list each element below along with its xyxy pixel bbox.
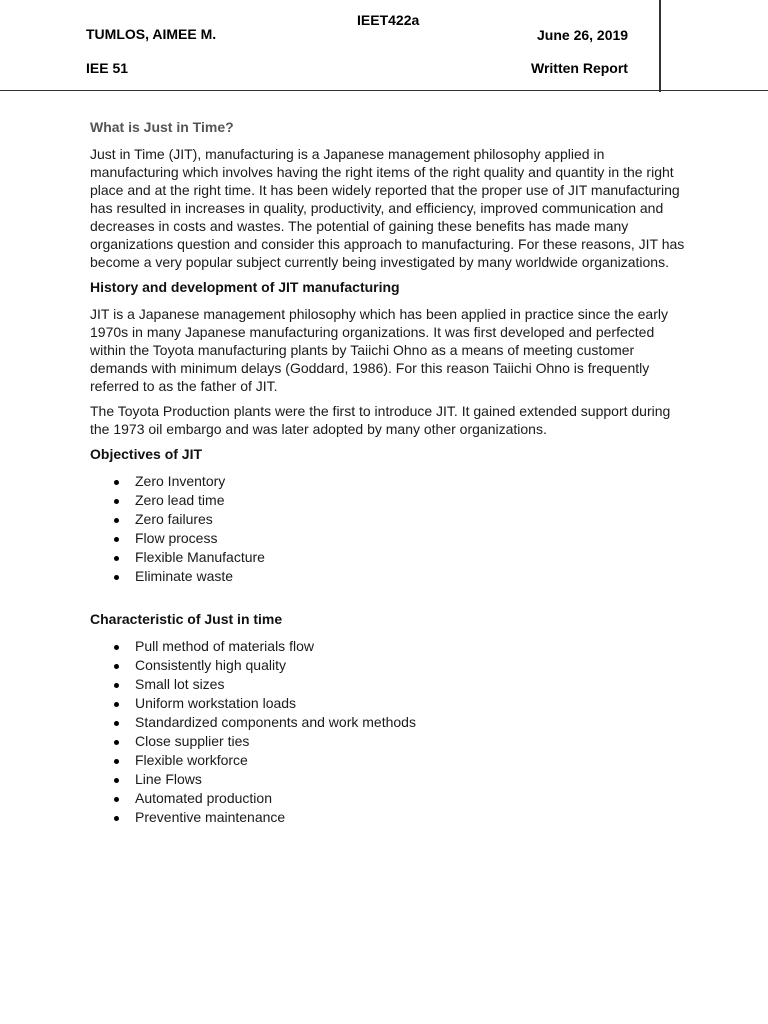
spacer (90, 586, 686, 610)
subject-code: IEE 51 (86, 60, 129, 76)
list-item: Zero failures (135, 510, 686, 529)
list-item: Zero lead time (135, 491, 686, 510)
section-heading-history: History and development of JIT manufacturing (90, 279, 400, 295)
report-date: June 26, 2019 (537, 27, 629, 43)
course-code: IEET422a (357, 12, 420, 28)
list-item: Automated production (135, 789, 686, 808)
list-item: Close supplier ties (135, 732, 686, 751)
paragraph-history-1: JIT is a Japanese management philosophy which has been applied in practice since the early 1970s in many Japanese manufacturing organizations. It was first developed and perfected within the Toyota manufacturing plants by Taiichi Ohno as a means of meeting customer demands with minimum delays (Goddard, 1986). For this reason Taiichi Ohno is frequently referred to as the father of JIT. (90, 306, 668, 394)
list-item: Consistently high quality (135, 656, 686, 675)
list-item: Preventive maintenance (135, 808, 686, 827)
section-heading-what-is-jit: What is Just in Time? (90, 119, 234, 135)
document-body (90, 118, 686, 827)
list-item: Flexible workforce (135, 751, 686, 770)
header-vertical-divider (659, 0, 661, 92)
list-item: Zero Inventory (135, 472, 686, 491)
paragraph-what-is-jit: Just in Time (JIT), manufacturing is a Japanese management philosophy applied in manufacturing which involves having the right items of the right quality and quantity in the right place and at the right time. It has been widely reported that the proper use of JIT manufacturing has resulted in increases in quality, productivity, and efficiency, improved communication and decreases in costs and wastes. The potential of gaining these benefits has made many organizations question and consider this approach to manufacturing. For these reasons, JIT has become a very popular subject currently being investigated by many worldwide organizations. (90, 146, 685, 270)
objectives-list (90, 472, 686, 586)
list-item: Standardized components and work methods (135, 713, 686, 732)
list-item: Pull method of materials flow (135, 637, 686, 656)
document-type: Written Report (531, 60, 628, 76)
list-item: Eliminate waste (135, 567, 686, 586)
list-item: Small lot sizes (135, 675, 686, 694)
author-name: TUMLOS, AIMEE M. (86, 26, 217, 42)
section-heading-objectives: Objectives of JIT (90, 446, 203, 462)
characteristics-list (90, 637, 686, 827)
header-divider (0, 90, 768, 91)
list-item: Line Flows (135, 770, 686, 789)
paragraph-history-2: The Toyota Production plants were the first to introduce JIT. It gained extended support during the 1973 oil embargo and was later adopted by many other organizations. (90, 403, 671, 437)
list-item: Flexible Manufacture (135, 548, 686, 567)
section-heading-characteristics: Characteristic of Just in time (90, 611, 283, 627)
list-item: Flow process (135, 529, 686, 548)
list-item: Uniform workstation loads (135, 694, 686, 713)
